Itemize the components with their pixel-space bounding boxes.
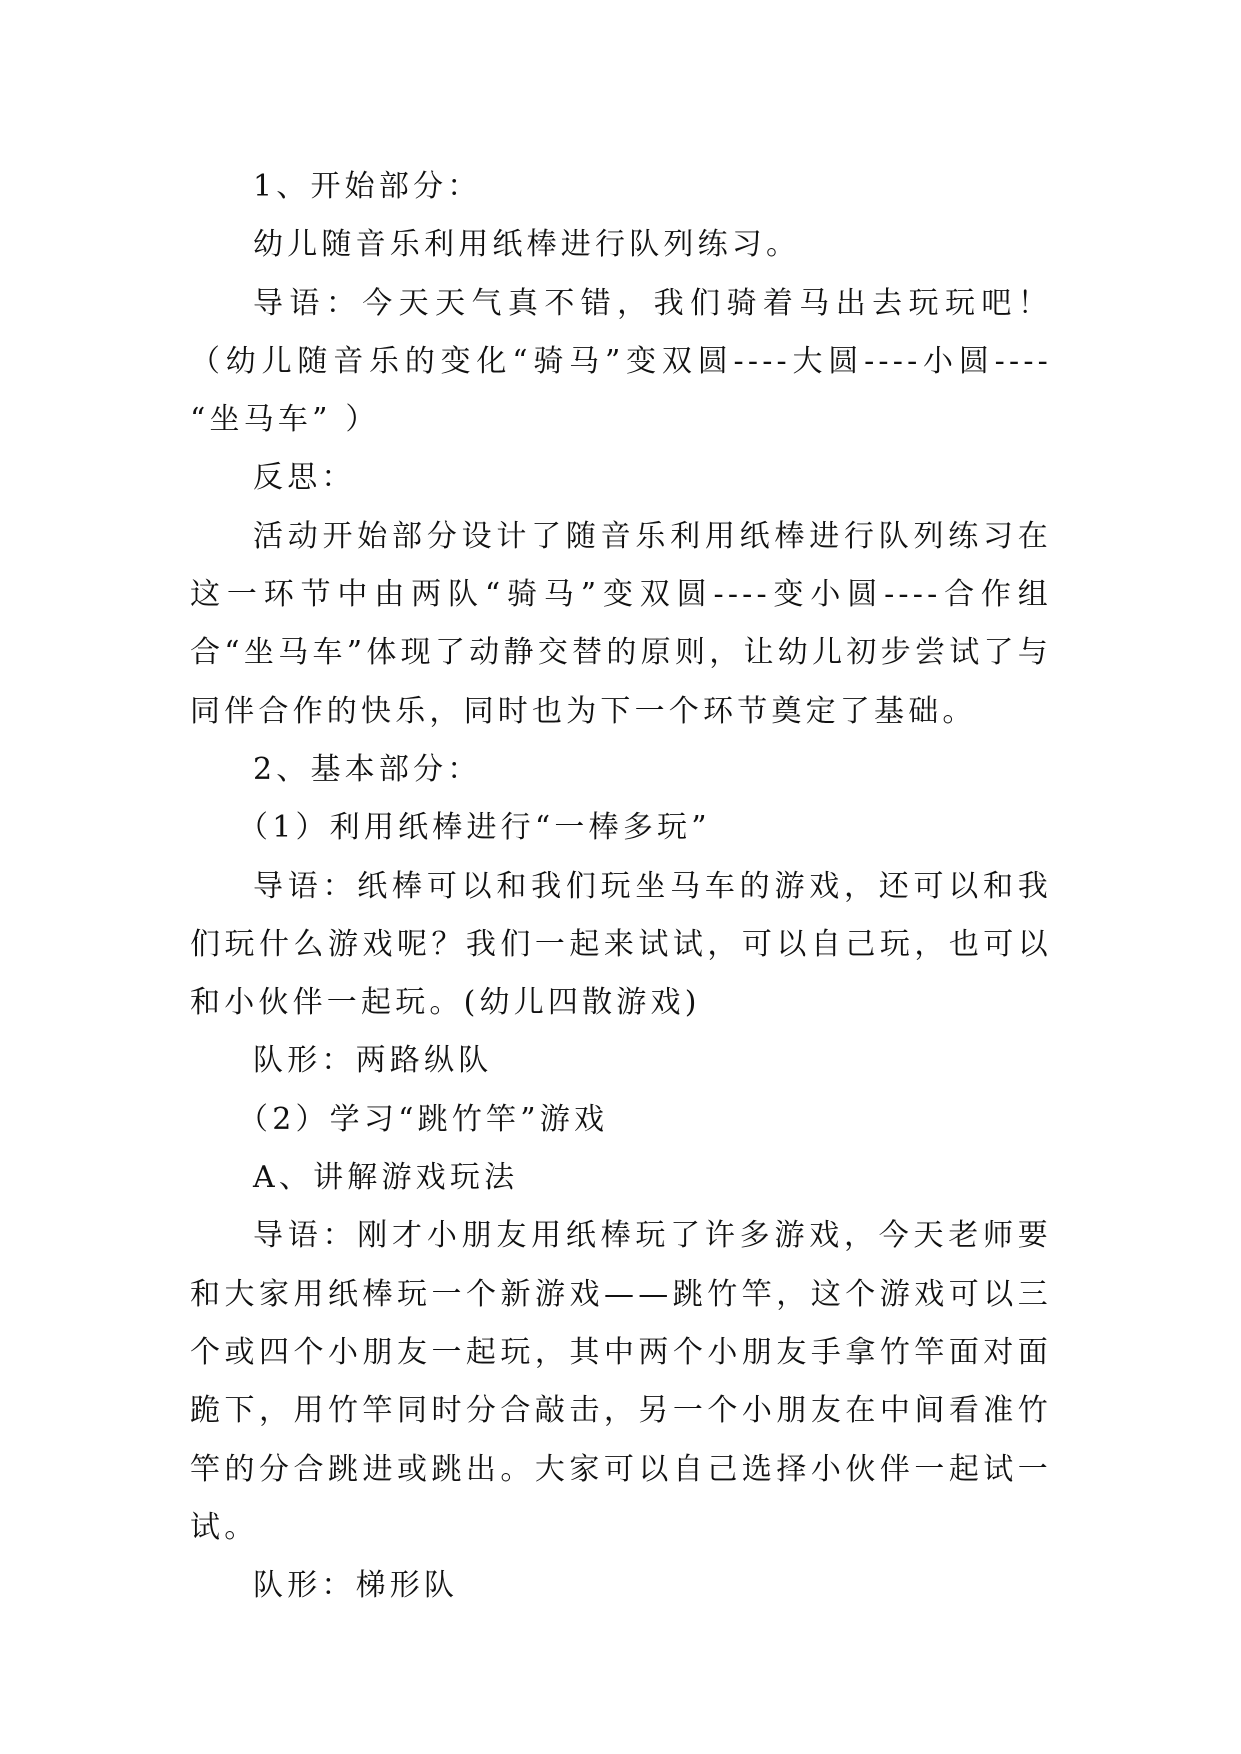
paragraph: 队形：两路纵队 [253,1043,493,1079]
paragraph: 导语：今天天气真不错，我们骑着马出去玩玩吧！（幼儿随音乐的变化“骑马”变双圆----大圆----小圆---- “坐马车” ） [190,285,1052,438]
subsection-heading: （1）利用纸棒进行“一棒多玩” [238,810,711,846]
paragraph: 导语：刚才小朋友用纸棒玩了许多游戏，今天老师要和大家用纸棒玩一个新游戏——跳竹竿，这个游戏可以三个或四个小朋友一起玩，其中两个小朋友手拿竹竿面对面跪下，用竹竿同时分合敲击，另一个小朋友在中间看准竹竿的分合跳进或跳出。大家可以自己选择小伙伴一起试一试。 [190,1218,1052,1545]
section-heading-start: 1、开始部分： [253,169,482,204]
document-body [190,158,1052,1615]
paragraph: A、讲解游戏玩法 [253,1160,519,1196]
paragraph: 幼儿随音乐利用纸棒进行队列练习。 [253,227,801,263]
paragraph: 导语：纸棒可以和我们玩坐马车的游戏，还可以和我们玩什么游戏呢？我们一起来试试，可以自己玩，也可以和小伙伴一起玩。(幼儿四散游戏) [190,868,1052,1021]
paragraph: 活动开始部分设计了随音乐利用纸棒进行队列练习在这一环节中由两队“骑马”变双圆----变小圆----合作组合“坐马车”体现了动静交替的原则，让幼儿初步尝试了与同伴合作的快乐，同时也为下一个环节奠定了基础。 [190,518,1052,729]
paragraph: 反思： [253,460,356,496]
section-heading-basic: 2、基本部分： [253,751,482,787]
subsection-heading: （2）学习“跳竹竿”游戏 [238,1101,609,1137]
paragraph: 队形：梯形队 [253,1568,459,1604]
